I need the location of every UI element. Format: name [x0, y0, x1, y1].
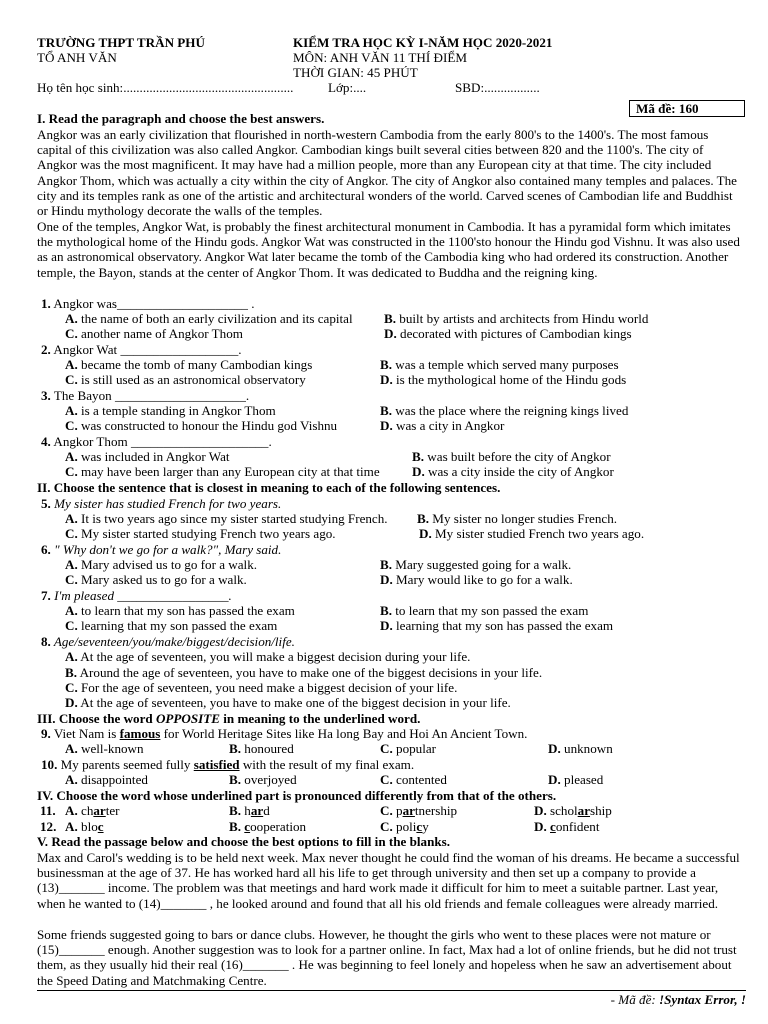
question-7: 7. I'm pleased _________________. [41, 588, 232, 603]
q7-option-d[interactable]: D. learning that my son has passed the exam [380, 618, 614, 633]
q6-option-d[interactable]: D. Mary would like to go for a walk. [380, 572, 573, 587]
q7-option-b[interactable]: B. to learn that my son passed the exam [380, 603, 589, 618]
q7-option-a[interactable]: A. to learn that my son has passed the exam [65, 603, 295, 618]
q12-option-b[interactable]: B. cooperation [229, 819, 307, 834]
q11-option-b[interactable]: B. hard [229, 803, 270, 818]
q12-option-c[interactable]: C. policy [380, 819, 429, 834]
q12-option-d[interactable]: D. confident [534, 819, 600, 834]
reading-paragraph-2: One of the temples, Angkor Wat, is probably the finest architectural monument in Cambodia. It has a pyramidal form which imitates the mythological home of the Hindu gods. Angkor Wat was constructed in the 1100'sto honour the Hindu god Vishnu. It was also used as an astronomical observatory. Angkor Wat later became the tomb of the Cambodia king who had ordered its construction. Another temple, the Bayon, stands at the center of Angkor Thom. It was dedicated to Buddha and the reigning king. [37, 219, 740, 280]
q6-option-b[interactable]: B. Mary suggested going for a walk. [380, 557, 572, 572]
q12-option-a[interactable]: A. bloc [65, 819, 104, 834]
q2-option-c[interactable]: C. is still used as an astronomical observatory [65, 372, 306, 387]
cloze-paragraph-1: Max and Carol's wedding is to be held next week. Max never thought he could find the woman of his dreams. He became a successful businessman at the age of 37. He has worked hard all his life to get through university and then set up a company to provide a (13)_______ income. The problem was that meetings and hard work made it difficult for him to meet a suitable partner. Last year, when he wanted to (14)_______ , he looked around and found that all his old friends and female colleagues were already married. [37, 850, 740, 911]
q9-option-a[interactable]: A. well-known [65, 741, 144, 756]
q2-option-b[interactable]: B. was a temple which served many purposes [380, 357, 619, 372]
q4-option-a[interactable]: A. was included in Angkor Wat [65, 449, 230, 464]
question-1: 1. Angkor was____________________ . [41, 296, 255, 311]
q1-option-b[interactable]: B. built by artists and architects from Hindu world [384, 311, 649, 326]
section-3-title: III. Choose the word OPPOSITE in meaning to the underlined word. [37, 711, 421, 726]
q1-option-d[interactable]: D. decorated with pictures of Cambodian kings [384, 326, 632, 341]
question-4: 4. Angkor Thom _____________________. [41, 434, 272, 449]
class-field: Lớp:.... [328, 80, 367, 95]
q11-option-c[interactable]: C. partnership [380, 803, 458, 818]
question-12-number: 12. [40, 819, 57, 834]
school-name: TRƯỜNG THPT TRẦN PHÚ [37, 35, 205, 50]
question-9: 9. Viet Nam is famous for World Heritage Sites like Ha long Bay and Hoi An Ancient Town. [41, 726, 528, 741]
q4-option-d[interactable]: D. was a city inside the city of Angkor [412, 464, 614, 479]
q2-option-d[interactable]: D. is the mythological home of the Hindu gods [380, 372, 627, 387]
question-5: 5. My sister has studied French for two years. [41, 496, 282, 511]
q3-option-c[interactable]: C. was constructed to honour the Hindu god Vishnu [65, 418, 338, 433]
q9-option-d[interactable]: D. unknown [548, 741, 613, 756]
q5-option-d[interactable]: D. My sister studied French two years ago. [419, 526, 645, 541]
q8-option-d[interactable]: D. At the age of seventeen, you have to make one of the biggest decision in your life. [65, 695, 511, 710]
section-4-title: IV. Choose the word whose underlined part is pronounced differently from that of the others. [37, 788, 557, 803]
exam-title: KIỂM TRA HỌC KỲ I-NĂM HỌC 2020-2021 [293, 35, 553, 50]
q7-option-c[interactable]: C. learning that my son passed the exam [65, 618, 278, 633]
sbd-field: SBD:................. [455, 80, 540, 95]
q9-option-b[interactable]: B. honoured [229, 741, 294, 756]
q11-option-a[interactable]: A. charter [65, 803, 120, 818]
q3-option-b[interactable]: B. was the place where the reigning kings lived [380, 403, 629, 418]
footer-code: - Mã đề: !Syntax Error, ! [610, 992, 746, 1007]
q10-option-b[interactable]: B. overjoyed [229, 772, 297, 787]
q10-option-c[interactable]: C. contented [380, 772, 447, 787]
question-11-number: 11. [40, 803, 56, 818]
reading-paragraph-1: Angkor was an early civilization that flourished in north-western Cambodia from the early 800's to the 1400's. The most famous capital of this civilization was also called Angkor. Cambodian kings built several cities between 820 and the 1100's. The city of Angkor was the most magnificent. It may have had a million people, more than any European city at that time. The city included Angkor Thom, which was actually a city within the city of Angkor. The city of Angkor also contained many temples and palaces. The city and its temples rank as one of the artistic and architectural wonders of the world. Carved scenes of Cambodian life and Buddhist or Hindu mythology decorate the walls of the temples. [37, 127, 737, 219]
section-2-title: II. Choose the sentence that is closest in meaning to each of the following sentences. [37, 480, 501, 495]
q8-option-b[interactable]: B. Around the age of seventeen, you have to make one of the biggest decisions in your life. [65, 665, 543, 680]
exam-code: Mã đề: 160 [636, 101, 699, 116]
question-8: 8. Age/seventeen/you/make/biggest/decision/life. [41, 634, 295, 649]
exam-time: THỜI GIAN: 45 PHÚT [293, 65, 418, 80]
q5-option-a[interactable]: A. It is two years ago since my sister started studying French. [65, 511, 388, 526]
q3-option-a[interactable]: A. is a temple standing in Angkor Thom [65, 403, 276, 418]
q5-option-c[interactable]: C. My sister started studying French two years ago. [65, 526, 336, 541]
section-1-title: I. Read the paragraph and choose the best answers. [37, 111, 325, 126]
q8-option-a[interactable]: A. At the age of seventeen, you will make a biggest decision during your life. [65, 649, 471, 664]
q1-option-a[interactable]: A. the name of both an early civilization and its capital [65, 311, 353, 326]
subject: MÔN: ANH VĂN 11 THÍ ĐIỂM [293, 50, 467, 65]
q3-option-d[interactable]: D. was a city in Angkor [380, 418, 505, 433]
q6-option-a[interactable]: A. Mary advised us to go for a walk. [65, 557, 258, 572]
department: TỔ ANH VĂN [37, 50, 117, 65]
section-5-title: V. Read the passage below and choose the best options to fill in the blanks. [37, 834, 450, 849]
question-6: 6. " Why don't we go for a walk?", Mary said. [41, 542, 282, 557]
question-10: 10. My parents seemed fully satisfied with the result of my final exam. [41, 757, 415, 772]
exam-code-box [629, 100, 745, 117]
student-name-field: Họ tên học sinh:.................................................... [37, 80, 294, 95]
q11-option-d[interactable]: D. scholarship [534, 803, 612, 818]
q9-option-c[interactable]: C. popular [380, 741, 437, 756]
question-2: 2. Angkor Wat __________________. [41, 342, 242, 357]
q10-option-a[interactable]: A. disappointed [65, 772, 148, 787]
q6-option-c[interactable]: C. Mary asked us to go for a walk. [65, 572, 247, 587]
question-3: 3. The Bayon ____________________. [41, 388, 250, 403]
q4-option-c[interactable]: C. may have been larger than any European city at that time [65, 464, 380, 479]
q1-option-c[interactable]: C. another name of Angkor Thom [65, 326, 243, 341]
q4-option-b[interactable]: B. was built before the city of Angkor [412, 449, 611, 464]
q10-option-d[interactable]: D. pleased [548, 772, 604, 787]
q2-option-a[interactable]: A. became the tomb of many Cambodian kings [65, 357, 313, 372]
q8-option-c[interactable]: C. For the age of seventeen, you need make a biggest decision of your life. [65, 680, 458, 695]
cloze-paragraph-2: Some friends suggested going to bars or dance clubs. However, he thought the girls who went to these places were not mature or (15)_______ enough. Another suggestion was to look for a partner online. In fact, Max had a lot of online friends, but he did not trust them, as they usually hid their real (16)_______ . He was beginning to feel lonely and hopeless when he saw an advertisement about the Speed Dating and Matchmaking Centre. [37, 927, 737, 988]
q5-option-b[interactable]: B. My sister no longer studies French. [417, 511, 618, 526]
footer-rule [37, 990, 746, 991]
